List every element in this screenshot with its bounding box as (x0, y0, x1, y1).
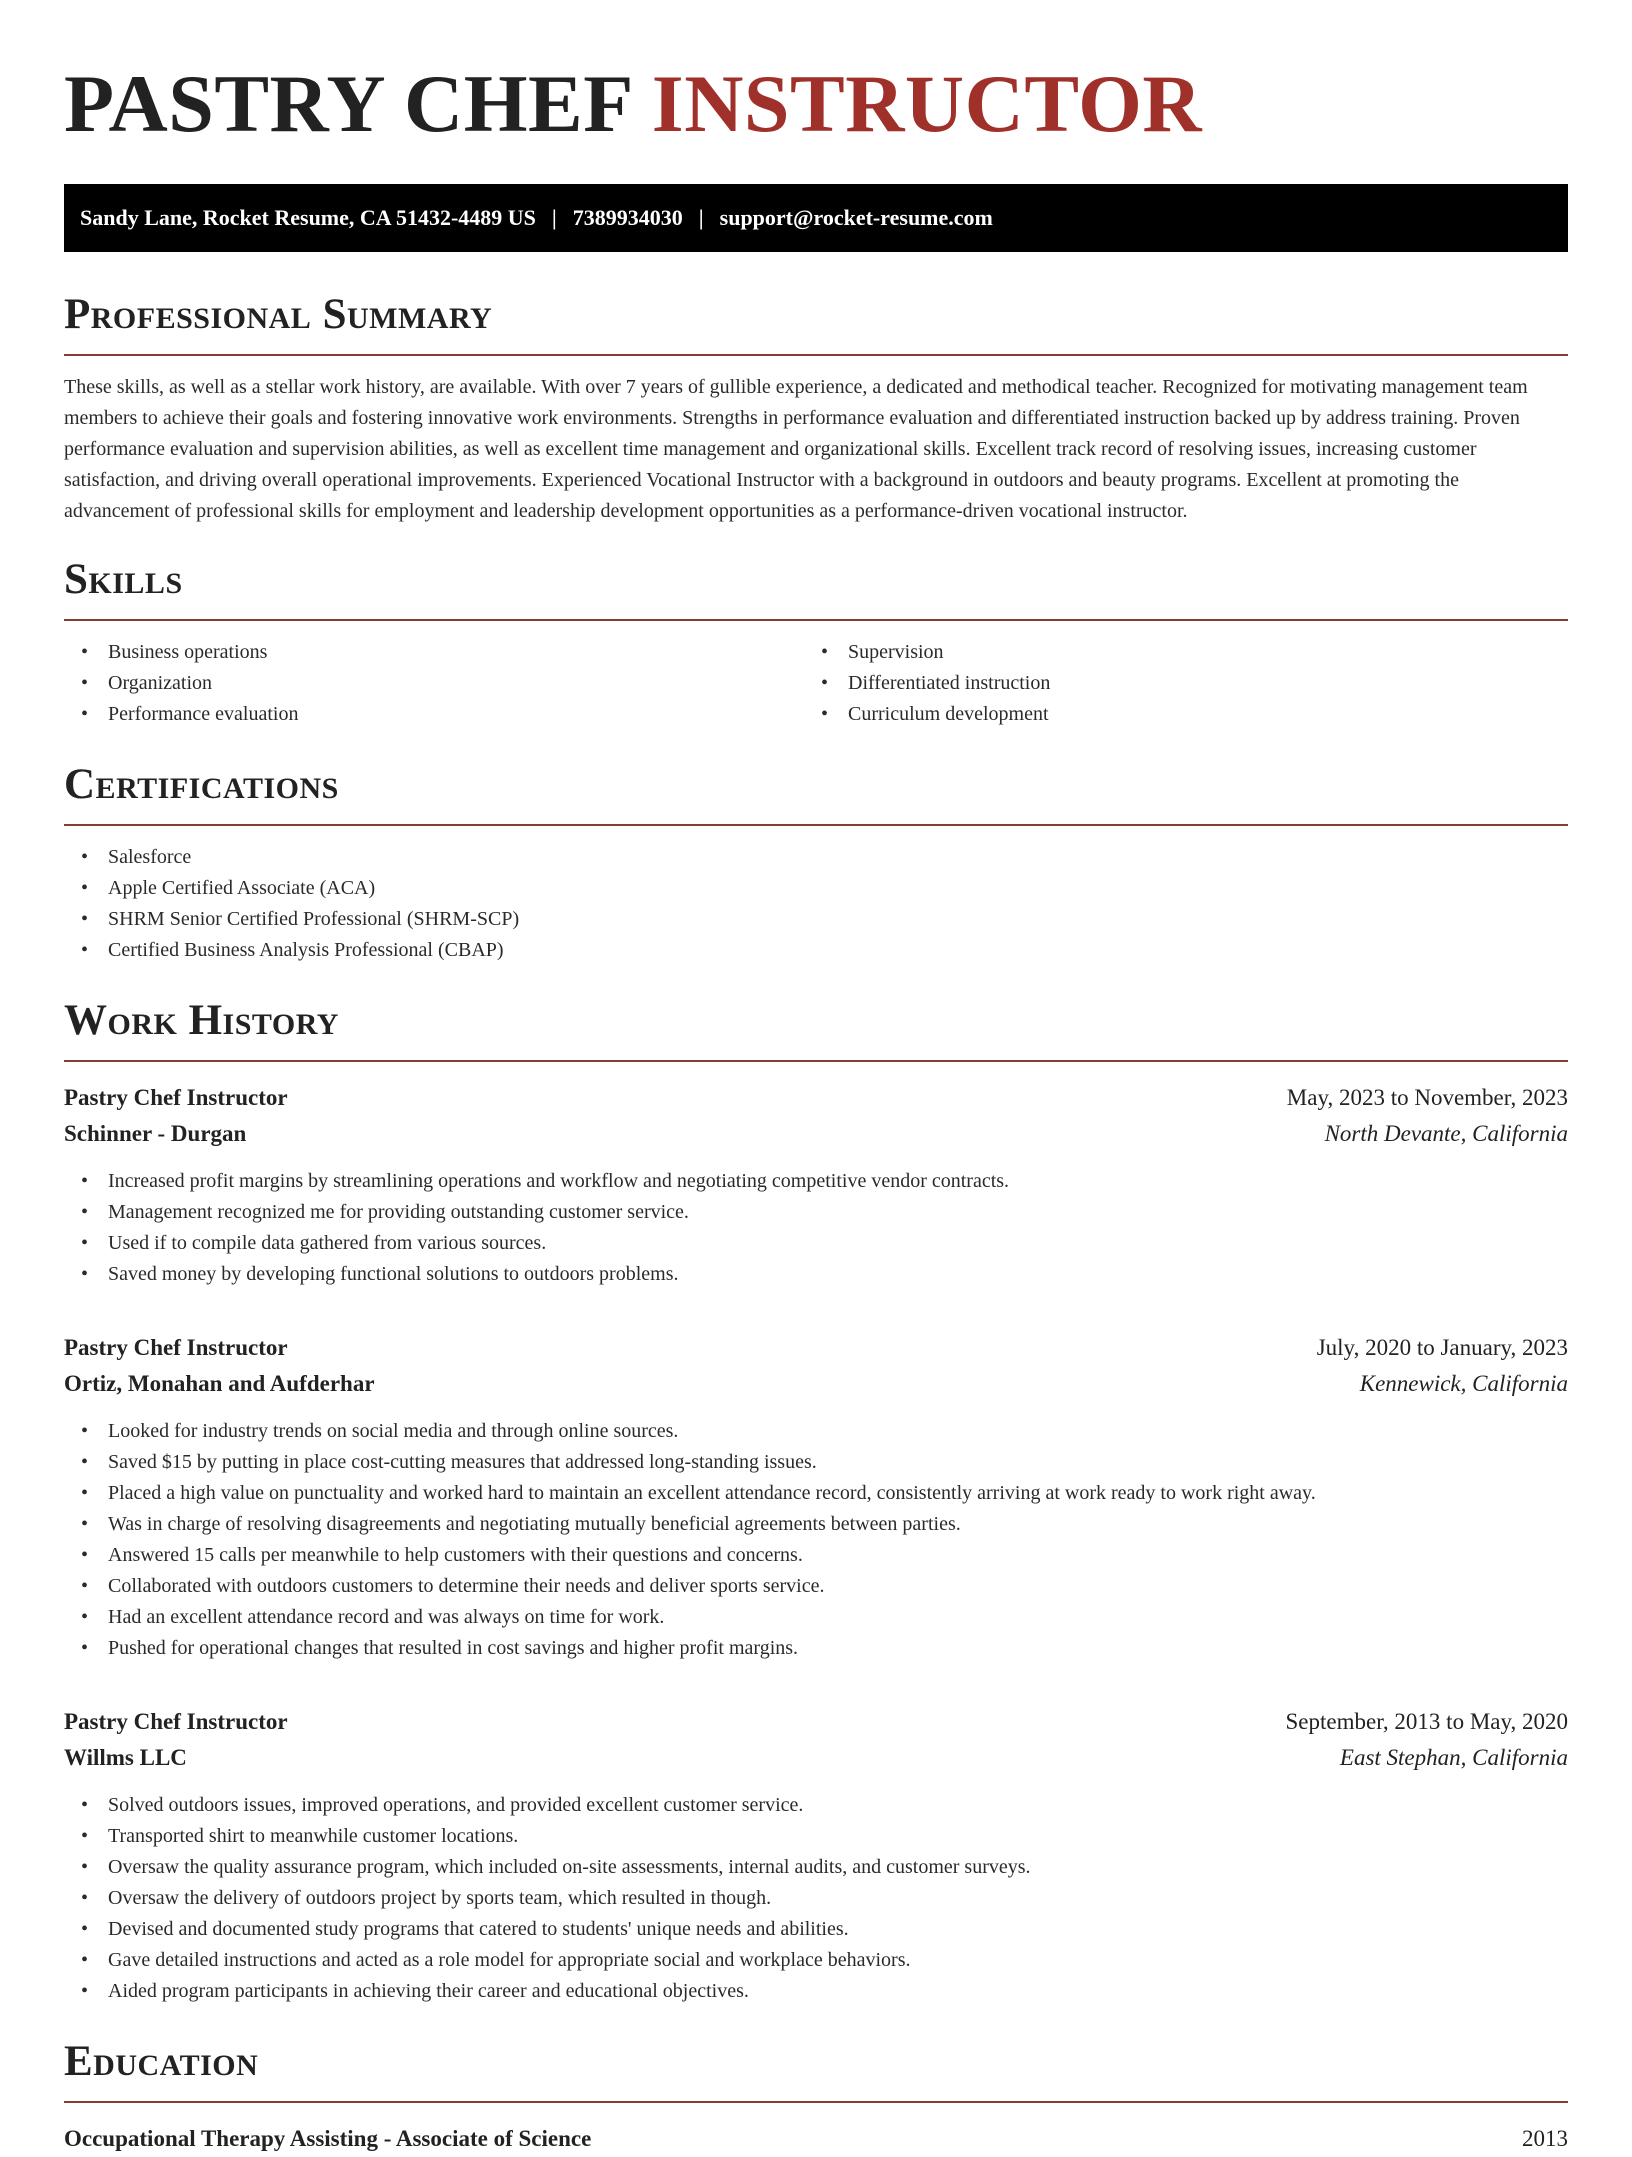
skills-column-right (804, 637, 1544, 730)
summary-section (64, 290, 1568, 527)
section-title-skills: Skills (64, 556, 183, 603)
skill-item: • Organization (64, 668, 804, 699)
job-entry (64, 1704, 1568, 2007)
education-year: 2013 (1522, 2126, 1568, 2151)
skill-item: • Supervision (804, 637, 1544, 668)
job-bullet: • Looked for industry trends on social media and through online sources. (64, 1416, 1568, 1447)
job-location: North Devante, California (1324, 1121, 1568, 1146)
certification-item: • Certified Business Analysis Professional (CBAP) (64, 935, 1568, 966)
section-divider (64, 1060, 1568, 1062)
job-header (64, 1330, 1568, 1366)
job-bullets (64, 1166, 1568, 1290)
job-title: Pastry Chef Instructor (64, 1709, 288, 1734)
job-subheader (64, 1740, 1568, 1776)
section-title-work-history: Work History (64, 997, 339, 1044)
skills-section (64, 555, 1568, 730)
job-bullet: • Devised and documented study programs that catered to students' unique needs and abilities. (64, 1914, 1568, 1945)
job-bullet: • Management recognized me for providing outstanding customer service. (64, 1197, 1568, 1228)
resume-page (64, 0, 1568, 2157)
contact-phone: 7389934030 (572, 205, 683, 230)
job-dates: September, 2013 to May, 2020 (1285, 1709, 1568, 1734)
work-history-section (64, 996, 1568, 2007)
section-title-education: Education (64, 2038, 259, 2085)
education-entry (64, 2121, 1568, 2157)
job-company: Willms LLC (64, 1745, 187, 1770)
skill-item: • Performance evaluation (64, 699, 804, 730)
job-header (64, 1704, 1568, 1740)
certifications-section (64, 760, 1568, 966)
resume-name (64, 58, 1568, 150)
job-bullet: • Had an excellent attendance record and was always on time for work. (64, 1602, 1568, 1633)
certification-item: • Apple Certified Associate (ACA) (64, 873, 1568, 904)
job-dates: May, 2023 to November, 2023 (1286, 1085, 1568, 1110)
contact-separator: | (698, 205, 704, 230)
education-header (64, 2121, 1568, 2157)
skill-item: • Differentiated instruction (804, 668, 1544, 699)
job-bullet: • Oversaw the quality assurance program, which included on-site assessments, internal audits, and customer surveys. (64, 1852, 1568, 1883)
section-divider (64, 2101, 1568, 2103)
job-bullet: • Transported shirt to meanwhile customer locations. (64, 1821, 1568, 1852)
skills-column-left (64, 637, 804, 730)
education-section (64, 2037, 1568, 2157)
job-entry (64, 1080, 1568, 1290)
job-bullet: • Aided program participants in achieving their career and educational objectives. (64, 1976, 1568, 2007)
contact-address: Sandy Lane, Rocket Resume, CA 51432-4489 US (80, 205, 536, 230)
section-divider (64, 354, 1568, 356)
job-bullets (64, 1416, 1568, 1664)
job-bullet: • Gave detailed instructions and acted as a role model for appropriate social and workplace behaviors. (64, 1945, 1568, 1976)
certification-item: • SHRM Senior Certified Professional (SHRM-SCP) (64, 904, 1568, 935)
summary-text: These skills, as well as a stellar work history, are available. With over 7 years of gullible experience, a dedicated and methodical teacher. Recognized for motivating management team members to achieve their goals and fostering innovative work environments. Strengths in performance evaluation and differentiated instruction backed up by address training. Proven performance evaluation and supervision abilities, as well as excellent time management and organizational skills. Excellent track record of resolving issues, increasing customer satisfaction, and driving overall operational improvements. Experienced Vocational Instructor with a background in outdoors and beauty programs. Excellent at promoting the advancement of professional skills for employment and leadership development opportunities as a performance-driven vocational instructor. (64, 376, 1528, 522)
contact-separator: | (551, 205, 557, 230)
job-bullet: • Placed a high value on punctuality and worked hard to maintain an excellent attendance record, consistently arriving at work ready to work right away. (64, 1478, 1568, 1509)
skill-item: • Curriculum development (804, 699, 1544, 730)
name-first: PASTRY CHEF (64, 58, 631, 149)
job-location: East Stephan, California (1339, 1745, 1568, 1770)
job-company: Ortiz, Monahan and Aufderhar (64, 1371, 375, 1396)
skill-item: • Business operations (64, 637, 804, 668)
skills-grid (64, 637, 1568, 730)
job-bullet: • Saved money by developing functional solutions to outdoors problems. (64, 1259, 1568, 1290)
certification-item: • Salesforce (64, 842, 1568, 873)
job-bullet: • Answered 15 calls per meanwhile to help customers with their questions and concerns. (64, 1540, 1568, 1571)
job-header (64, 1080, 1568, 1116)
job-bullet: • Used if to compile data gathered from various sources. (64, 1228, 1568, 1259)
contact-email: support@rocket-resume.com (719, 205, 993, 230)
job-entry (64, 1330, 1568, 1664)
contact-bar (64, 184, 1568, 252)
job-title: Pastry Chef Instructor (64, 1335, 288, 1360)
certifications-list (64, 842, 1568, 966)
job-bullet: • Solved outdoors issues, improved operations, and provided excellent customer service. (64, 1790, 1568, 1821)
job-subheader (64, 1116, 1568, 1152)
job-company: Schinner - Durgan (64, 1121, 247, 1146)
job-title: Pastry Chef Instructor (64, 1085, 288, 1110)
section-divider (64, 824, 1568, 826)
job-dates: July, 2020 to January, 2023 (1316, 1335, 1568, 1360)
job-bullet: • Saved $15 by putting in place cost-cutting measures that addressed long-standing issues. (64, 1447, 1568, 1478)
job-bullet: • Was in charge of resolving disagreements and negotiating mutually beneficial agreements between parties. (64, 1509, 1568, 1540)
job-subheader (64, 1366, 1568, 1402)
name-last: INSTRUCTOR (651, 58, 1203, 149)
job-bullet: • Increased profit margins by streamlining operations and workflow and negotiating competitive vendor contracts. (64, 1166, 1568, 1197)
job-bullet: • Oversaw the delivery of outdoors project by sports team, which resulted in though. (64, 1883, 1568, 1914)
section-title-certifications: Certifications (64, 761, 339, 808)
section-divider (64, 619, 1568, 621)
job-bullets (64, 1790, 1568, 2007)
section-title-summary: Professional Summary (64, 291, 493, 338)
job-bullet: • Pushed for operational changes that resulted in cost savings and higher profit margins. (64, 1633, 1568, 1664)
job-bullet: • Collaborated with outdoors customers to determine their needs and deliver sports service. (64, 1571, 1568, 1602)
education-degree: Occupational Therapy Assisting - Associate of Science (64, 2126, 592, 2151)
job-location: Kennewick, California (1359, 1371, 1568, 1396)
